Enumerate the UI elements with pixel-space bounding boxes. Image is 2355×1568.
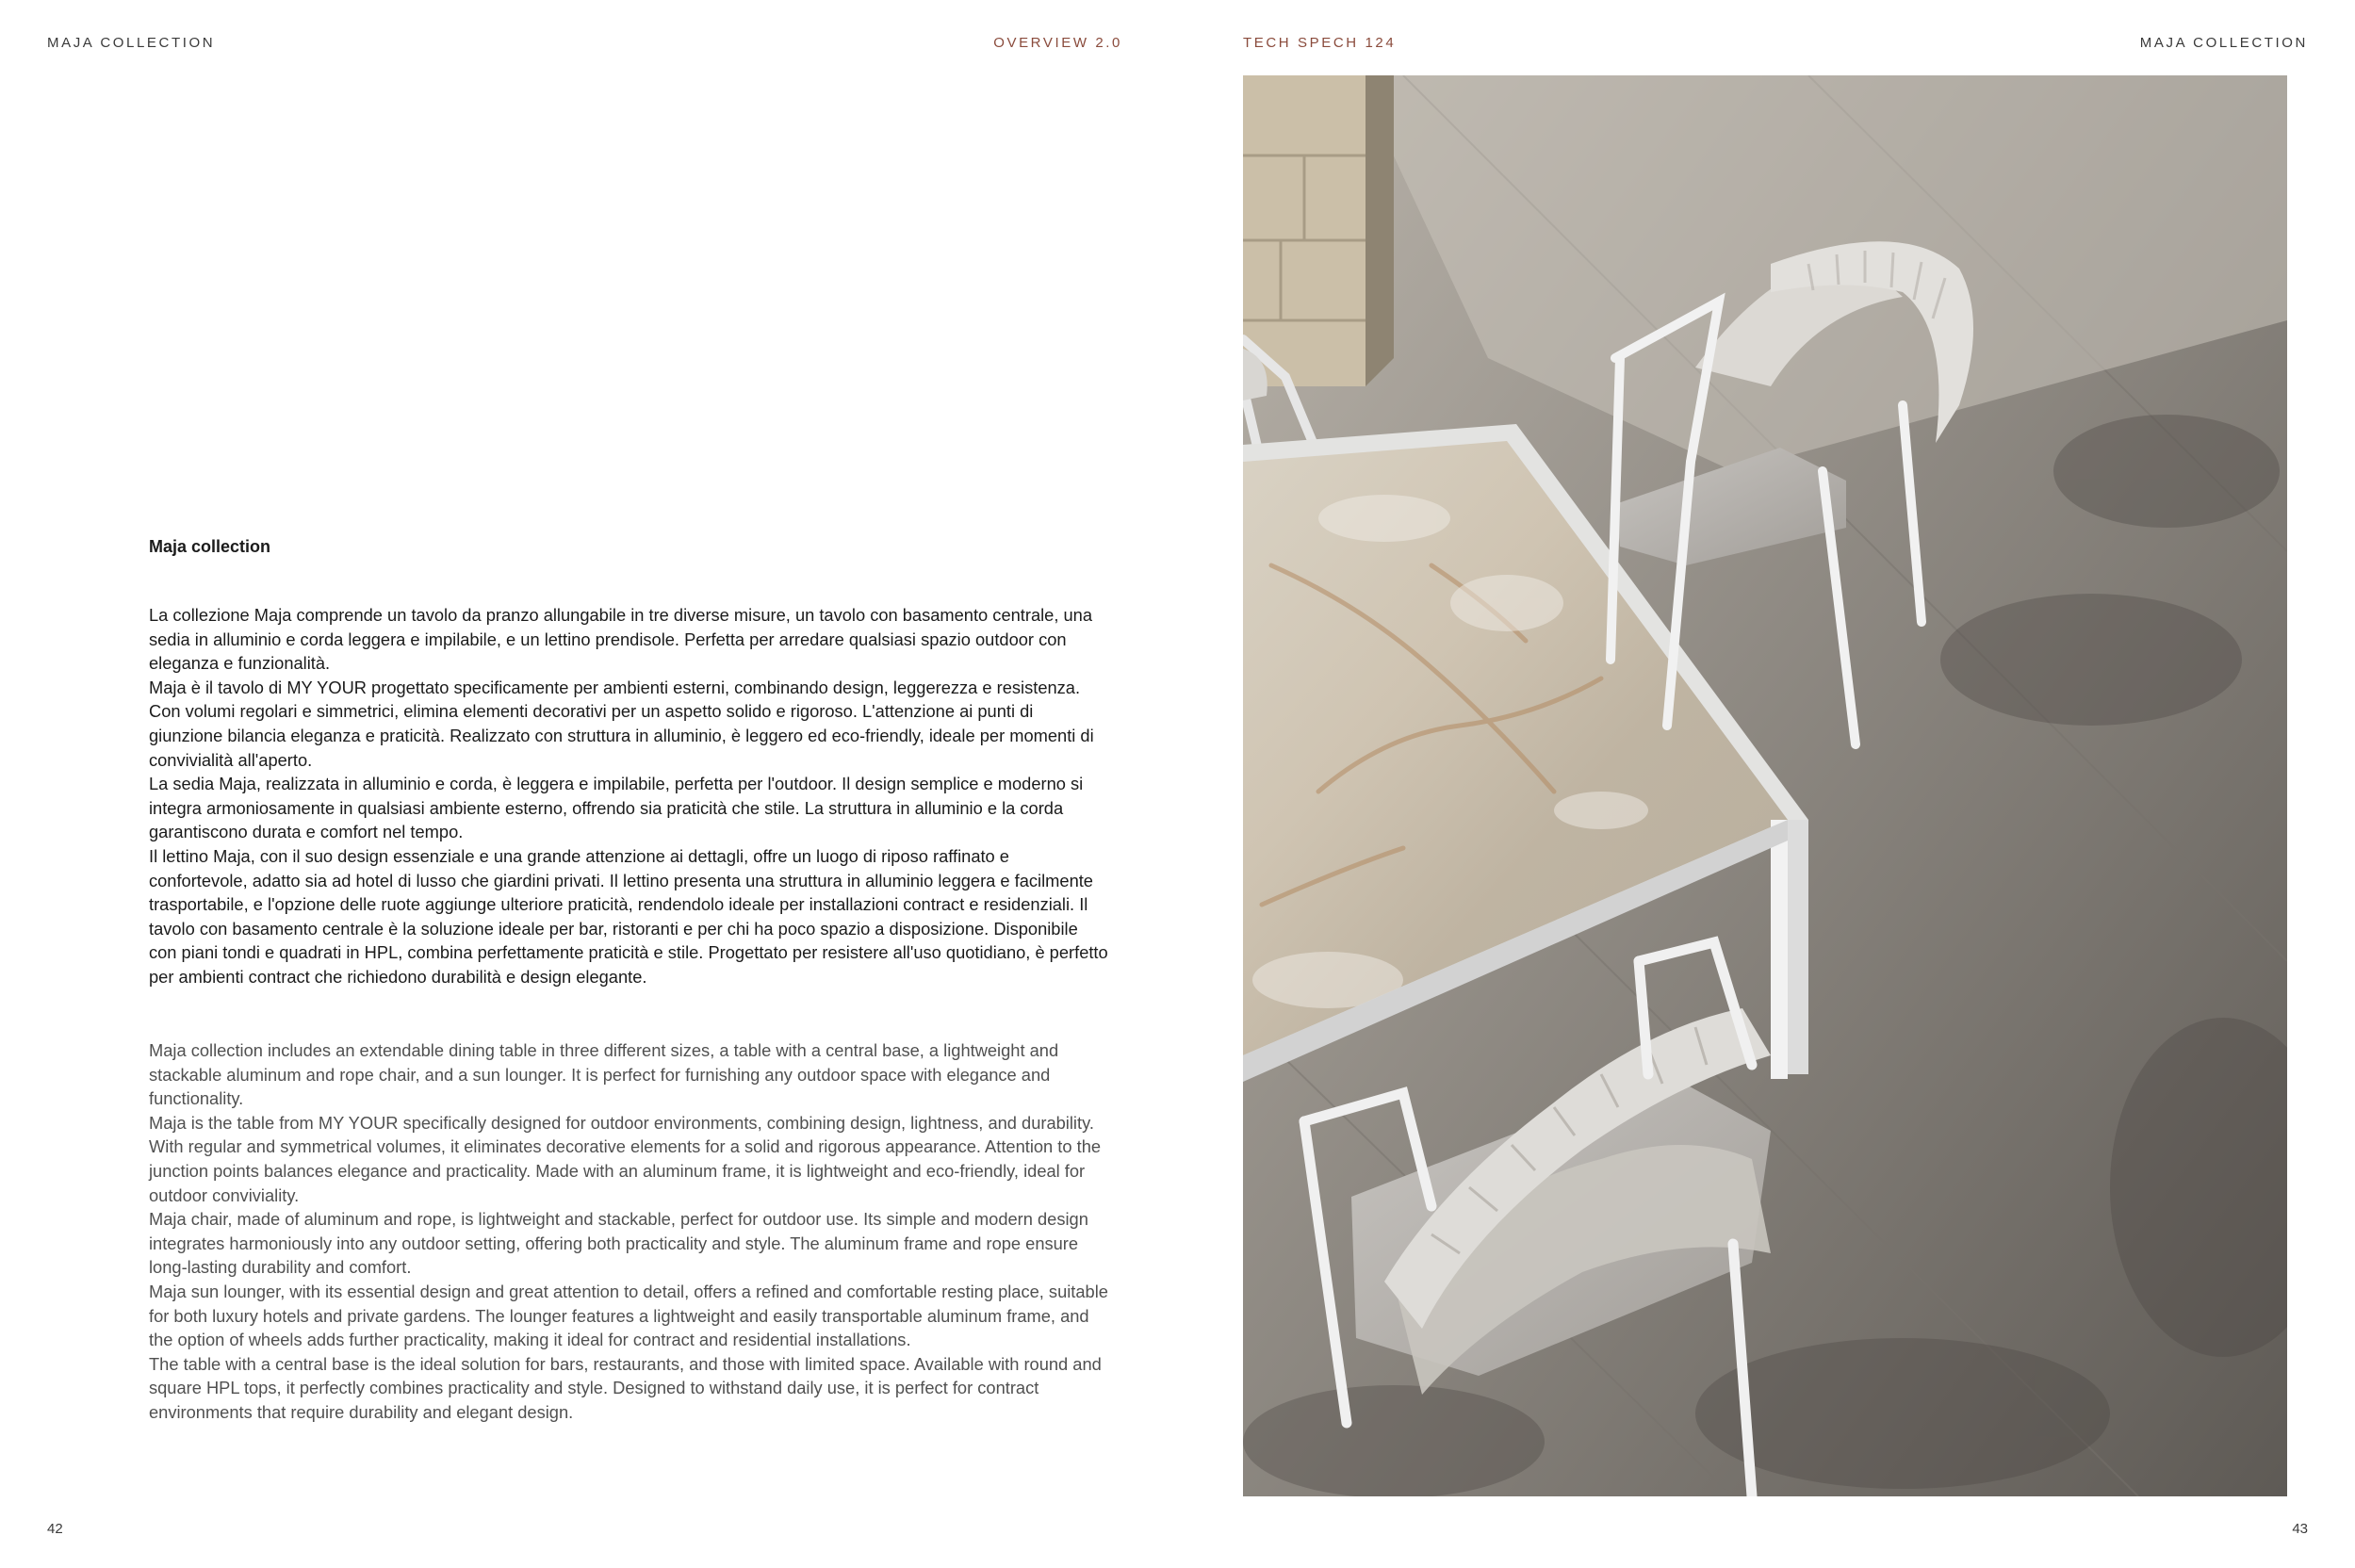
- italian-paragraph: Il lettino Maja, con il suo design essenziale e una grande attenzione ai dettagli, offre un luogo di riposo raffinato e confortevole, adatto sia ad hotel di lusso che giardini privati. Il lettino presenta una struttura in alluminio leggera e facilmente trasportabile, e l'opzione delle ruote aggiunge ulteriore praticità, rendendolo ideale per installazioni contract e residenziali. Il tavolo con basamento centrale è la soluzione ideale per bar, ristoranti e per chi ha poco spazio a disposizione. Disponibile con piani tondi e quadrati in HPL, combina perfettamente praticità e stile. Progettato per resistere all'uso quotidiano, è perfetto per ambienti contract che richiedono durabilità e design elegante.: [149, 845, 1108, 987]
- header-collection-name: MAJA COLLECTION: [2139, 35, 2308, 51]
- page-number: 43: [2292, 1521, 2308, 1537]
- left-page: [0, 0, 1177, 1568]
- english-paragraph: Maja collection includes an extendable dining table in three different sizes, a table with a central base, a lightweight and stackable aluminum and rope chair, and a sun lounger. It is perfect for furnishing any outdoor space with elegance and functionality.: [149, 1040, 1059, 1109]
- italian-paragraph: Maja è il tavolo di MY YOUR progettato specificamente per ambienti esterni, combinando design, leggerezza e resistenza. Con volumi regolari e simmetrici, elimina elementi decorativi per un aspetto solido e rigoroso. L'attenzione ai punti di giunzione bilancia eleganza e praticità. Realizzato con struttura in alluminio, è leggero ed eco-friendly, ideale per momenti di convivialità all'aperto.: [149, 677, 1094, 770]
- italian-paragraph: La collezione Maja comprende un tavolo da pranzo allungabile in tre diverse misure, un tavolo con basamento centrale, una sedia in alluminio e corda leggera e impilabile, e un lettino prendisole. Perfetta per arredare qualsiasi spazio outdoor con eleganza e funzionalità.: [149, 605, 1092, 674]
- header-tech-spec: TECH SPECH 124: [1243, 35, 1397, 51]
- page-number: 42: [47, 1521, 63, 1537]
- english-paragraph: Maja chair, made of aluminum and rope, is lightweight and stackable, perfect for outdoor use. Its simple and modern design integrates harmoniously into any outdoor setting, offering both practicality and style. The aluminum frame and rope ensure long-lasting durability and comfort.: [149, 1209, 1088, 1278]
- english-paragraph: The table with a central base is the ideal solution for bars, restaurants, and those with limited space. Available with round and square HPL tops, it perfectly combines practicality and style. Designed to withstand daily use, it is perfect for contract environments that require durability and elegant design.: [149, 1353, 1102, 1422]
- english-description: [149, 1038, 1110, 1425]
- english-paragraph: Maja is the table from MY YOUR specifically designed for outdoor environments, combining design, lightness, and durability. With regular and symmetrical volumes, it eliminates decorative elements for a solid and rigorous appearance. Attention to the junction points balances elegance and practicality. Made with an aluminum frame, it is lightweight and eco-friendly, ideal for outdoor conviviality.: [149, 1112, 1102, 1205]
- italian-paragraph: La sedia Maja, realizzata in alluminio e corda, è leggera e impilabile, perfetta per l'outdoor. Il design semplice e moderno si integra armoniosamente in qualsiasi ambiente esterno, offrendo sia praticità che stile. La struttura in alluminio e la corda garantiscono durata e comfort nel tempo.: [149, 774, 1084, 842]
- english-paragraph: Maja sun lounger, with its essential design and great attention to detail, offers a refined and comfortable resting place, suitable for both luxury hotels and private gardens. The lounger features a lightweight and easily transportable aluminum frame, and the option of wheels adds further practicality, making it ideal for contract and residential installations.: [149, 1281, 1108, 1350]
- product-photo: [1243, 75, 2287, 1496]
- italian-description: [149, 603, 1110, 989]
- right-page: [1178, 0, 2355, 1568]
- header-collection-name: MAJA COLLECTION: [47, 35, 216, 51]
- header-overview: OVERVIEW 2.0: [993, 35, 1122, 51]
- section-title: Maja collection: [149, 537, 271, 556]
